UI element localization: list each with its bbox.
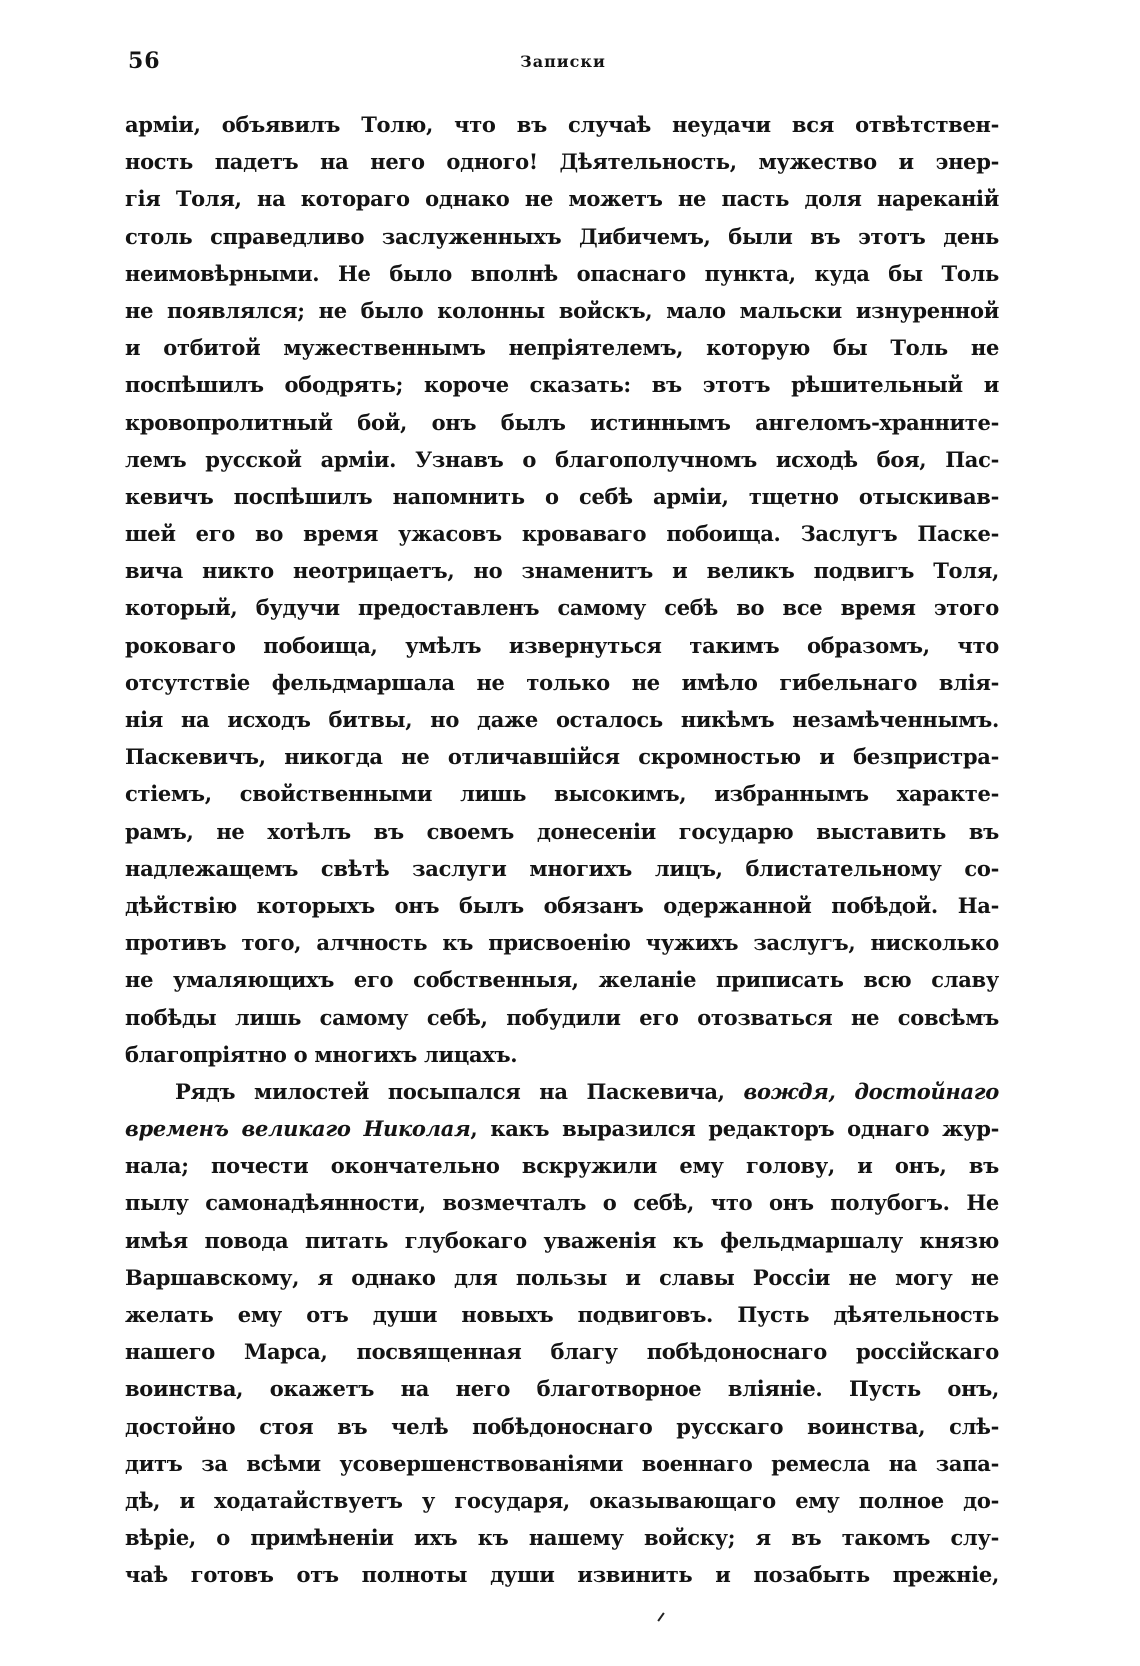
text-line: неимовѣрными. Не было вполнѣ опаснаго пункта, куда бы Толь [125, 260, 999, 286]
text-line: нашего Марса, посвященная благу побѣдоноснаго россійскаго [125, 1339, 999, 1365]
text-line: который, будучи предоставленъ самому себѣ во все время этого [125, 595, 999, 621]
text-line: лемъ русской арміи. Узнавъ о благополучномъ исходѣ боя, Пас- [125, 446, 999, 472]
page-number: 56 [128, 48, 161, 74]
page-header [128, 48, 998, 84]
text-line: шей его во время ужасовъ кроваваго побоища. Заслугъ Паске- [125, 521, 999, 547]
text-line: кровопролитный бой, онъ былъ истиннымъ ангеломъ-хранните- [125, 409, 999, 435]
text-line: поспѣшилъ ободрять; короче сказать: въ этотъ рѣшительный и [125, 372, 999, 398]
line-text: Рядъ милостей посыпался на Паскевича, [175, 1078, 744, 1104]
text-line: дѣйствію которыхъ онъ былъ обязанъ одержанной побѣдой. На- [125, 892, 999, 918]
text-line: столь справедливо заслуженныхъ Дибичемъ, были въ этотъ день [125, 223, 999, 249]
text-line: дитъ за всѣми усовершенствованіями военнаго ремесла на запа- [125, 1450, 999, 1476]
text-line: благопріятно о многихъ лицахъ. [125, 1041, 518, 1067]
text-line: не умаляющихъ его собственныя, желаніе приписать всю славу [125, 967, 999, 993]
text-line: вѣріе, о примѣненіи ихъ къ нашему войску; я въ такомъ слу- [125, 1525, 999, 1551]
text-line: пылу самонадѣянности, возмечталъ о себѣ, что онъ полубогъ. Не [125, 1190, 999, 1216]
text-line: чаѣ готовъ отъ полноты души извинить и позабыть прежніе, [125, 1562, 999, 1588]
ink-mark [657, 1612, 664, 1621]
text-line: воинства, окажетъ на него благотворное вліяніе. Пусть онъ, [125, 1376, 999, 1402]
text-line: стіемъ, свойственными лишь высокимъ, избраннымъ характе- [125, 781, 999, 807]
text-line: арміи, объявилъ Толю, что въ случаѣ неудачи вся отвѣтствен- [125, 112, 999, 137]
text-line: желать ему отъ души новыхъ подвиговъ. Пусть дѣятельность [125, 1302, 999, 1327]
text-line: надлежащемъ свѣтѣ заслуги многихъ лицъ, блистательному со- [125, 855, 999, 881]
text-line [125, 1110, 999, 1147]
text-line: кевичъ поспѣшилъ напомнить о себѣ арміи, тщетно отыскивав- [125, 483, 999, 509]
text-line: нія на исходъ битвы, но даже осталось никѣмъ незамѣченнымъ. [125, 707, 999, 732]
running-title: Записки [520, 52, 606, 71]
text-line: Паскевичъ, никогда не отличавшійся скромностью и безпристра- [125, 744, 999, 770]
text-line: роковаго побоища, умѣлъ извернуться такимъ образомъ, что [125, 632, 999, 658]
paragraph-1 [125, 106, 999, 1073]
text-line: отсутствіе фельдмаршала не только не имѣло гибельнаго влія- [125, 669, 999, 695]
paragraph-2 [125, 1073, 999, 1594]
text-line: Варшавскому, я однако для пользы и славы Россіи не могу не [125, 1264, 999, 1290]
line-text: , какъ выразился редакторъ однаго жур- [470, 1116, 999, 1142]
text-line: дѣ, и ходатайствуетъ у государя, оказывающаго ему полное до- [125, 1487, 999, 1513]
italic-quote: временъ великаго Николая [125, 1116, 471, 1142]
text-line: не появлялся; не было колонны войскъ, мало мальски изнуренной [125, 297, 999, 323]
italic-quote: вождя, достойнаго [743, 1078, 999, 1104]
text-line: и отбитой мужественнымъ непріятелемъ, которую бы Толь не [125, 335, 999, 361]
body-text [125, 106, 999, 1594]
text-line: гія Толя, на котораго однако не можетъ не пасть доля нареканій [125, 186, 999, 212]
text-line: вича никто неотрицаетъ, но знаменитъ и великъ подвигъ Толя, [125, 558, 999, 584]
text-line: рамъ, не хотѣлъ въ своемъ донесеніи государю выставить въ [125, 818, 999, 844]
paragraph-2-rest [125, 1147, 999, 1593]
text-line: побѣды лишь самому себѣ, побудили его отозваться не совсѣмъ [125, 1004, 999, 1030]
text-line: ность падетъ на него одного! Дѣятельность, мужество и энер- [125, 149, 999, 175]
text-line: нала; почести окончательно вскружили ему голову, и онъ, въ [125, 1153, 999, 1179]
text-line: имѣя повода питать глубокаго уваженія къ фельдмаршалу князю [125, 1227, 999, 1253]
text-line: достойно стоя въ челѣ побѣдоноснаго русскаго воинства, слѣ- [125, 1413, 999, 1439]
text-line: противъ того, алчность къ присвоенію чужихъ заслугъ, нисколько [125, 930, 999, 956]
text-line [125, 1073, 999, 1110]
